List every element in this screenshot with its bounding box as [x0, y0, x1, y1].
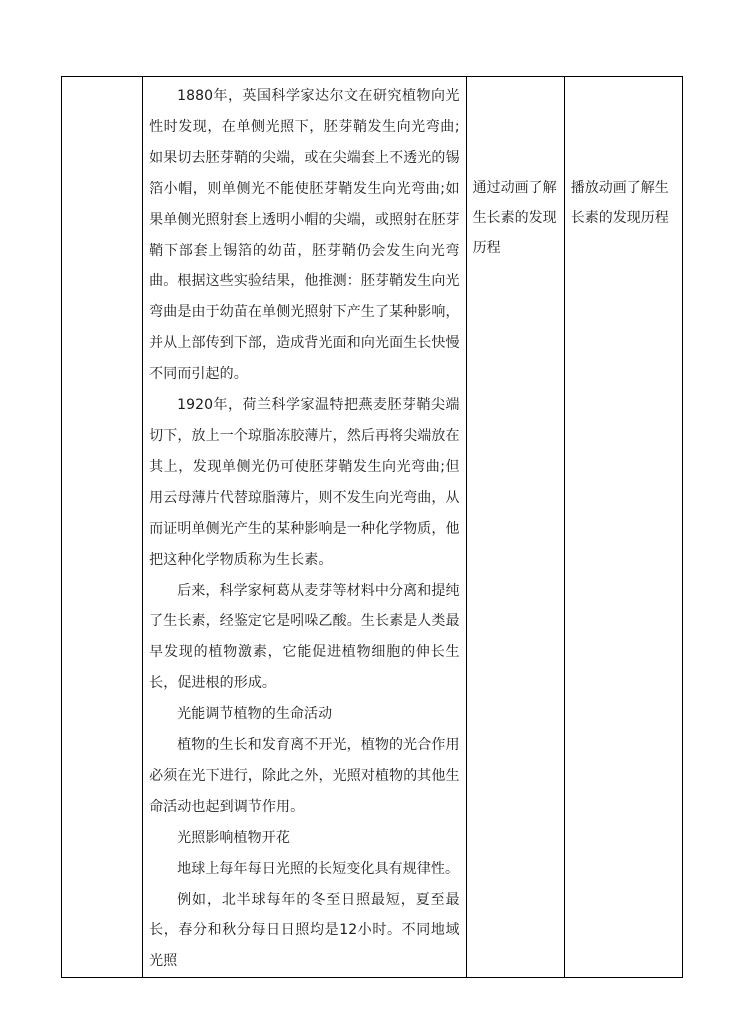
paragraph-kogl: 后来，科学家柯葛从麦芽等材料中分离和提纯了生长素，经鉴定它是吲哚乙酸。生长素是人类最早发现的植物激素，它能促进植物细胞的伸长生长，促进根的形成。: [149, 582, 460, 692]
section-heading-light-regulation: 光能调节植物的生命活动: [177, 706, 333, 723]
paragraph-darwin: 1880年，英国科学家达尔文在研究植物向光性时发现，在单侧光照下，胚芽鞘发生向光弯曲;如果切去胚芽鞘的尖端，或在尖端套上不透光的锡箔小帽，则单侧光不能使胚芽鞘发生向光弯曲;如果单侧光照射套上透明小帽的尖端，或照射在胚芽鞘下部套上锡箔的幼苗，胚芽鞘仍会发生向光弯曲。根据这些实验结果，他推测：胚芽鞘发生向光弯曲是由于幼苗在单侧光照射下产生了某种影响，并从上部传到下部，造成背光面和向光面生长快慢不同而引起的。: [149, 88, 460, 383]
lesson-table: [61, 76, 683, 978]
student-activity-cell: [466, 77, 564, 978]
paragraph-went: 1920年，荷兰科学家温特把燕麦胚芽鞘尖端切下，放上一个琼脂冻胶薄片，然后再将尖端放在其上，发现单侧光仍可使胚芽鞘发生向光弯曲;但用云母薄片代替琼脂薄片，则不发生向光弯曲，从而证明单侧光产生的某种影响是一种化学物质，他把这种化学物质称为生长素。: [149, 397, 460, 568]
teacher-activity-cell: [564, 77, 682, 978]
table-row: [62, 77, 683, 978]
paragraph-light-regulation: 植物的生长和发育离不开光，植物的光合作用必须在光下进行，除此之外，光照对植物的其他生命活动也起到调节作用。: [149, 737, 460, 815]
student-activity-text: 通过动画了解生长素的发现历程: [472, 180, 557, 256]
empty-cell: [62, 77, 143, 978]
content-cell: [143, 77, 467, 978]
paragraph-daylength: 地球上每年每日光照的长短变化具有规律性。: [177, 860, 460, 877]
paragraph-example: 例如，北半球每年的冬至日照最短，夏至最长，春分和秋分每日日照均是12小时。不同地域光照: [149, 891, 460, 970]
section-heading-flowering: 光照影响植物开花: [177, 829, 290, 846]
teacher-activity-text: 播放动画了解生长素的发现历程: [570, 180, 669, 226]
